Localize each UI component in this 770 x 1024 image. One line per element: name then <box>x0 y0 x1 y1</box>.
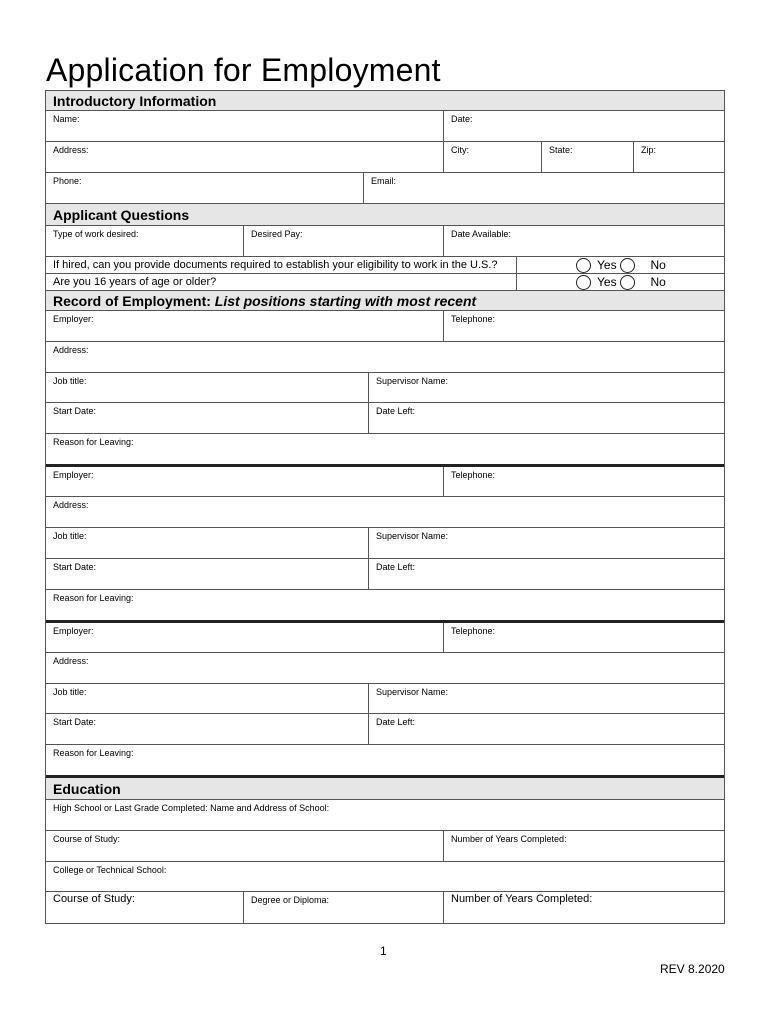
high-school-field[interactable] <box>46 800 724 830</box>
course-row <box>46 831 724 862</box>
years-field[interactable] <box>444 831 724 861</box>
employer-1-address-label: Address: <box>53 345 89 355</box>
employment-section-heading <box>46 291 724 311</box>
employer-1-row <box>46 311 724 342</box>
age-question: Are you 16 years of age or older? <box>46 274 517 290</box>
employer-3-job-row <box>46 684 724 714</box>
eligibility-no-label: No <box>650 258 666 272</box>
state-label: State: <box>549 145 573 155</box>
eligibility-question: If hired, can you provide documents required to establish your eligibility to work in the U.S.? <box>46 257 517 273</box>
course-2-field[interactable] <box>46 892 244 923</box>
employer-3-address-row <box>46 653 724 684</box>
phone-label: Phone: <box>53 176 82 186</box>
type-of-work-field[interactable] <box>46 226 244 256</box>
start-date-1-field[interactable] <box>46 403 369 433</box>
employer-2-dates-row <box>46 559 724 590</box>
start-date-3-label: Start Date: <box>53 717 97 727</box>
employer-2-label: Employer: <box>53 470 94 480</box>
degree-field[interactable] <box>244 892 444 923</box>
telephone-1-field[interactable] <box>444 311 724 341</box>
employer-1-field[interactable] <box>46 311 444 341</box>
eligibility-yes-option[interactable] <box>517 257 621 273</box>
high-school-row <box>46 800 724 831</box>
start-date-3-field[interactable] <box>46 714 369 744</box>
supervisor-3-field[interactable] <box>369 684 724 713</box>
supervisor-2-field[interactable] <box>369 528 724 558</box>
date-label: Date: <box>451 114 473 124</box>
employer-2-job-row <box>46 528 724 559</box>
questions-section-heading: Applicant Questions <box>46 204 724 226</box>
city-field[interactable] <box>444 142 542 172</box>
job-title-3-label: Job title: <box>53 687 87 697</box>
start-date-2-label: Start Date: <box>53 562 97 572</box>
employment-heading-text: Record of Employment: <box>53 293 215 309</box>
degree-label: Degree or Diploma: <box>251 895 330 905</box>
employment-application-form <box>45 90 725 924</box>
telephone-1-label: Telephone: <box>451 314 496 324</box>
employer-2-field[interactable] <box>46 467 444 496</box>
employer-2-row <box>46 467 724 497</box>
employer-3-address-label: Address: <box>53 656 89 666</box>
college-row <box>46 862 724 892</box>
eligibility-no-radio[interactable] <box>620 258 635 273</box>
reason-1-label: Reason for Leaving: <box>53 437 134 447</box>
telephone-3-field[interactable] <box>444 623 724 652</box>
type-of-work-label: Type of work desired: <box>53 229 139 239</box>
age-yes-radio[interactable] <box>576 275 591 290</box>
telephone-3-label: Telephone: <box>451 626 496 636</box>
college-course-row <box>46 892 724 923</box>
years-2-field[interactable] <box>444 892 724 923</box>
eligibility-question-row <box>46 257 724 274</box>
age-yes-label: Yes <box>597 275 617 289</box>
course-2-label: Course of Study: <box>53 893 135 905</box>
college-label: College or Technical School: <box>53 865 167 875</box>
intro-section-heading: Introductory Information <box>46 91 724 111</box>
employer-2-address-row <box>46 497 724 528</box>
city-label: City: <box>451 145 469 155</box>
employment-heading-instruction: List positions starting with most recent <box>214 293 477 309</box>
revision-label: REV 8.2020 <box>660 962 725 976</box>
course-field[interactable] <box>46 831 444 861</box>
reason-1-field[interactable] <box>46 434 724 464</box>
name-field[interactable] <box>46 111 444 141</box>
employer-3-dates-row <box>46 714 724 745</box>
state-field[interactable] <box>542 142 634 172</box>
employer-3-reason-row <box>46 745 724 778</box>
desired-pay-field[interactable] <box>244 226 444 256</box>
employer-3-address-field[interactable] <box>46 653 724 683</box>
years-2-label: Number of Years Completed: <box>451 893 593 905</box>
age-question-row <box>46 274 724 291</box>
date-available-label: Date Available: <box>451 229 511 239</box>
employer-2-address-field[interactable] <box>46 497 724 527</box>
job-title-2-label: Job title: <box>53 531 87 541</box>
supervisor-2-label: Supervisor Name: <box>376 531 449 541</box>
employer-1-address-field[interactable] <box>46 342 724 372</box>
email-label: Email: <box>371 176 397 186</box>
employer-1-address-row <box>46 342 724 373</box>
employer-2-address-label: Address: <box>53 500 89 510</box>
page-number: 1 <box>380 944 387 958</box>
supervisor-3-label: Supervisor Name: <box>376 687 449 697</box>
address-label: Address: <box>53 145 89 155</box>
reason-3-field[interactable] <box>46 745 724 775</box>
email-field[interactable] <box>364 173 724 203</box>
course-label: Course of Study: <box>53 834 121 844</box>
date-left-2-field[interactable] <box>369 559 724 589</box>
college-field[interactable] <box>46 862 724 891</box>
intro-row-phone <box>46 173 724 204</box>
form-title: Application for Employment <box>46 52 441 88</box>
employer-1-dates-row <box>46 403 724 434</box>
date-available-field[interactable] <box>444 226 724 256</box>
zip-label: Zip: <box>641 145 657 155</box>
job-title-1-field[interactable] <box>46 373 369 402</box>
job-title-3-field[interactable] <box>46 684 369 713</box>
telephone-2-label: Telephone: <box>451 470 496 480</box>
phone-field[interactable] <box>46 173 364 203</box>
eligibility-yes-label: Yes <box>597 258 617 272</box>
age-yes-option[interactable] <box>517 274 621 290</box>
date-left-1-label: Date Left: <box>376 406 416 416</box>
age-no-radio[interactable] <box>620 275 635 290</box>
zip-field[interactable] <box>634 142 724 172</box>
age-no-label: No <box>650 275 666 289</box>
desired-pay-label: Desired Pay: <box>251 229 303 239</box>
questions-row-work <box>46 226 724 257</box>
employer-2-reason-row <box>46 590 724 623</box>
reason-2-field[interactable] <box>46 590 724 620</box>
high-school-label: High School or Last Grade Completed: Name and Address of School: <box>53 803 330 813</box>
job-title-2-field[interactable] <box>46 528 369 558</box>
name-label: Name: <box>53 114 80 124</box>
telephone-2-field[interactable] <box>444 467 724 496</box>
reason-3-label: Reason for Leaving: <box>53 748 134 758</box>
supervisor-1-field[interactable] <box>369 373 724 402</box>
start-date-2-field[interactable] <box>46 559 369 589</box>
address-field[interactable] <box>46 142 444 172</box>
reason-2-label: Reason for Leaving: <box>53 593 134 603</box>
years-label: Number of Years Completed: <box>451 834 567 844</box>
date-left-3-field[interactable] <box>369 714 724 744</box>
date-left-2-label: Date Left: <box>376 562 416 572</box>
education-section-heading: Education <box>46 778 724 800</box>
employer-3-label: Employer: <box>53 626 94 636</box>
eligibility-no-option[interactable] <box>621 257 725 273</box>
date-left-3-label: Date Left: <box>376 717 416 727</box>
employer-3-field[interactable] <box>46 623 444 652</box>
intro-row-name <box>46 111 724 142</box>
intro-row-address <box>46 142 724 173</box>
age-no-option[interactable] <box>621 274 725 290</box>
supervisor-1-label: Supervisor Name: <box>376 376 449 386</box>
date-left-1-field[interactable] <box>369 403 724 433</box>
employer-1-job-row <box>46 373 724 403</box>
employer-1-label: Employer: <box>53 314 94 324</box>
employer-3-row <box>46 623 724 653</box>
date-field[interactable] <box>444 111 724 141</box>
employer-1-reason-row <box>46 434 724 467</box>
eligibility-yes-radio[interactable] <box>576 258 591 273</box>
start-date-1-label: Start Date: <box>53 406 97 416</box>
job-title-1-label: Job title: <box>53 376 87 386</box>
